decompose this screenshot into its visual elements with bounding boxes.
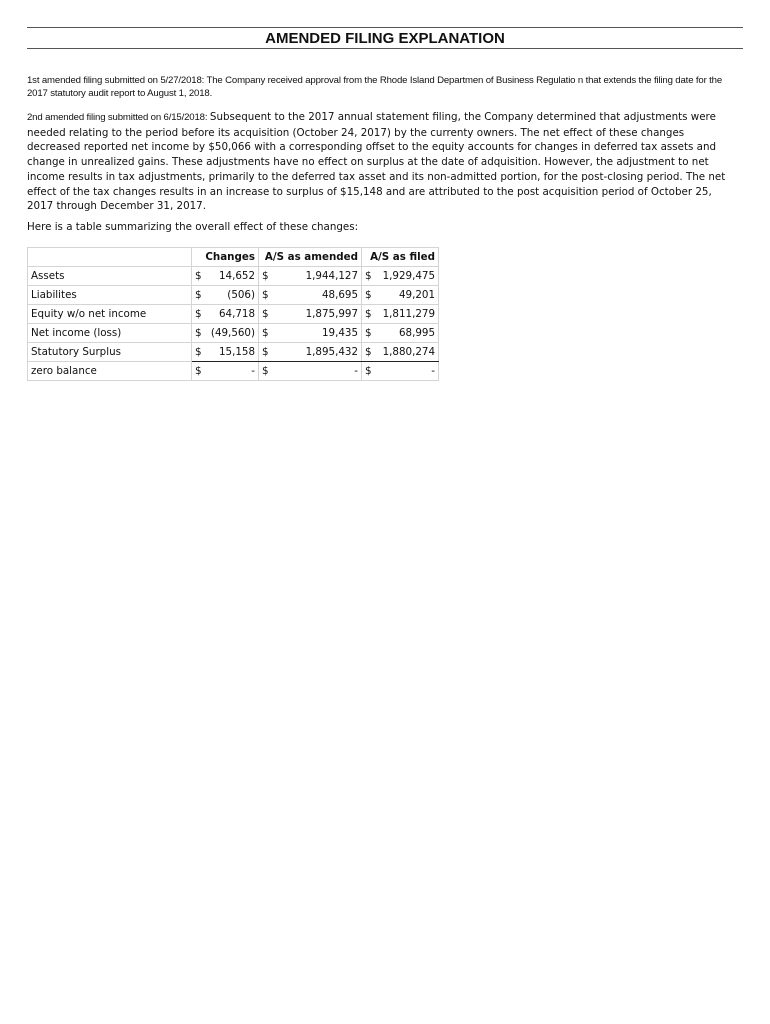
amount-value: 1,895,432 [305,346,358,358]
amount-value: - [251,365,255,377]
as-filed-cell [362,286,439,305]
table-row [28,286,439,305]
as-filed-cell [362,267,439,286]
amount-value: 15,158 [218,346,255,358]
amount-value: 1,811,279 [382,308,435,320]
currency-symbol: $ [365,289,372,301]
as-filed-cell [362,305,439,324]
row-label: Equity w/o net income [28,305,192,324]
changes-cell [192,343,259,362]
table-header-row [28,248,439,267]
changes-cell [192,286,259,305]
as-amended-cell [259,286,362,305]
amount-value: 64,718 [218,308,255,320]
currency-symbol: $ [195,270,202,282]
as-amended-cell [259,267,362,286]
table-row [28,362,439,381]
currency-symbol: $ [262,270,269,282]
currency-symbol: $ [262,327,269,339]
changes-cell [192,362,259,381]
currency-symbol: $ [365,365,372,377]
row-label: Liabilites [28,286,192,305]
currency-symbol: $ [262,289,269,301]
header-as-amended: A/S as amended [259,248,362,267]
table-row [28,305,439,324]
changes-cell [192,324,259,343]
changes-cell [192,305,259,324]
as-amended-cell [259,362,362,381]
header-blank [28,248,192,267]
row-label: Net income (loss) [28,324,192,343]
row-label: zero balance [28,362,192,381]
currency-symbol: $ [262,365,269,377]
as-amended-cell [259,305,362,324]
table-row [28,324,439,343]
amount-value: 48,695 [321,289,358,301]
currency-symbol: $ [262,346,269,358]
currency-symbol: $ [365,346,372,358]
table-row [28,343,439,362]
summary-table [27,247,439,381]
currency-symbol: $ [195,365,202,377]
as-amended-cell [259,343,362,362]
changes-cell [192,267,259,286]
row-label: Assets [28,267,192,286]
table-row [28,267,439,286]
first-amendment-paragraph: 1st amended filing submitted on 5/27/2018: The Company received approval from the Rhode Island Departmen of Business Regulatio n that extends the filing date for the 2017 statutory audit report to August 1, 2018. [27,75,723,99]
currency-symbol: $ [195,308,202,320]
currency-symbol: $ [262,308,269,320]
header-changes: Changes [192,248,259,267]
as-filed-cell [362,362,439,381]
as-filed-cell [362,343,439,362]
title-bar [27,27,743,49]
second-amendment-lead: 2nd amended filing submitted on 6/15/2018: [27,112,210,123]
amount-value: 1,929,475 [382,270,435,282]
as-amended-cell [259,324,362,343]
row-label: Statutory Surplus [28,343,192,362]
amount-value: (49,560) [210,327,255,339]
document-title: AMENDED FILING EXPLANATION [265,30,505,47]
second-amendment-paragraph [27,110,727,214]
amount-value: 19,435 [321,327,358,339]
amount-value: 14,652 [218,270,255,282]
amount-value: 68,995 [398,327,435,339]
amount-value: 1,875,997 [305,308,358,320]
currency-symbol: $ [195,327,202,339]
header-as-filed: A/S as filed [362,248,439,267]
currency-symbol: $ [365,327,372,339]
second-amendment-body: Subsequent to the 2017 annual statement filing, the Company determined that adjustments were needed relating to the period before its acquisition (October 24, 2017) by the currenty owners. The net effect of these changes decreased reported net income by $50,066 with a corresponding offset to the equity accounts for changes in deferred tax assets and change in unrealized gains. These adjustments have no effect on surplus at the date of adquisition. However, the adjustment to net income results in tax adjustments, primarily to the deferred tax asset and its non-admitted portion, for the post-closing period. The net effect of the tax changes results in an increase to surplus of $15,148 and are attributed to the post acquisition period of October 25, 2017 through December 31, 2017. [27,111,726,213]
amount-value: - [354,365,358,377]
amount-value: 1,880,274 [382,346,435,358]
currency-symbol: $ [195,346,202,358]
currency-symbol: $ [365,308,372,320]
currency-symbol: $ [195,289,202,301]
table-intro-text: Here is a table summarizing the overall effect of these changes: [27,221,359,233]
currency-symbol: $ [365,270,372,282]
amount-value: 1,944,127 [305,270,358,282]
amount-value: - [431,365,435,377]
amount-value: (506) [227,289,255,301]
as-filed-cell [362,324,439,343]
amount-value: 49,201 [398,289,435,301]
